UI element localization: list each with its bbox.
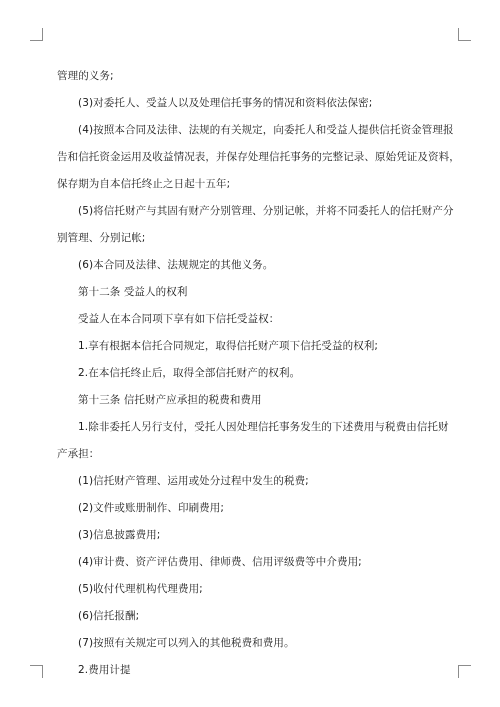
section-heading: 第十三条 信托财产应承担的税费和费用 [78, 394, 262, 406]
text-line: 产承担： [57, 448, 100, 460]
text-line: 别管理、分别记帐; [57, 232, 146, 244]
crop-mark-bottom-right [458, 665, 471, 678]
crop-mark-top-left [30, 28, 43, 41]
list-item: (2)文件或账册制作、印刷费用; [78, 502, 225, 514]
crop-mark-bottom-left [30, 665, 43, 678]
text-line: 1.享有根据本信托合同规定，取得信托财产项下信托受益的权利; [78, 340, 379, 352]
list-item: (5)收付代理机构代理费用; [78, 583, 203, 595]
text-line: 受益人在本合同项下享有如下信托受益权： [78, 313, 280, 325]
text-line: 2.在本信托终止后，取得全部信托财产的权利。 [78, 367, 301, 379]
text-line: 1.除非委托人另行支付，受托人因处理信托事务发生的下述费用与税费由信托财 [78, 421, 449, 433]
crop-mark-top-right [458, 28, 471, 41]
list-item: (3)信息披露费用; [78, 529, 161, 541]
text-line: 告和信托资金运用及收益情况表，并保存处理信托事务的完整记录、原始凭证及资料， [57, 151, 460, 163]
text-line: 2.费用计提 [78, 664, 131, 676]
text-line: (3)对委托人、受益人以及处理信托事务的情况和资料依法保密; [78, 97, 373, 109]
list-item: (7)按照有关规定可以列入的其他税费和费用。 [78, 637, 295, 649]
text-line: 保存期为自本信托终止之日起十五年; [57, 178, 231, 190]
document-body [57, 63, 460, 684]
list-item: (1)信托财产管理、运用或处分过程中发生的税费; [78, 475, 309, 487]
text-line: (6)本合同及法律、法规规定的其他义务。 [78, 259, 274, 271]
list-item: (6)信托报酬; [78, 610, 140, 622]
text-line: 管理的义务; [57, 70, 114, 82]
list-item: (4)审计费、资产评估费用、律师费、信用评级费等中介费用; [78, 556, 362, 568]
text-line: (4)按照本合同及法律、法规的有关规定，向委托人和受益人提供信托资金管理报 [78, 124, 454, 136]
section-heading: 第十二条 受益人的权利 [78, 286, 188, 298]
text-line: (5)将信托财产与其固有财产分别管理、分别记帐，并将不同委托人的信托财产分 [78, 205, 454, 217]
